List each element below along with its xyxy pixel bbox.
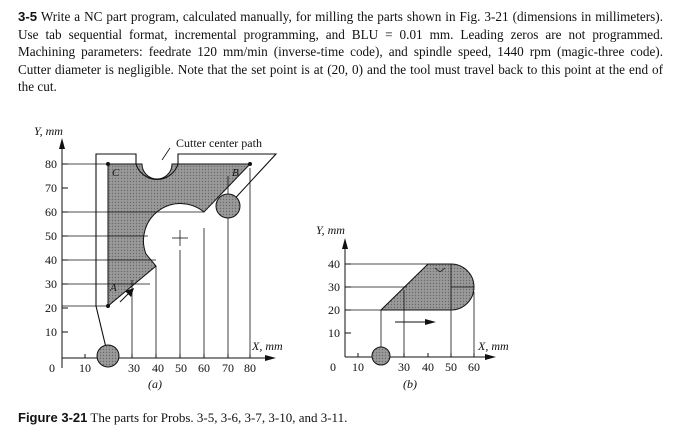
fig-b-xtick-40: 40 [422, 360, 434, 374]
fig-a-ytick-50: 50 [45, 229, 57, 243]
fig-a-y-label: Y, mm [34, 124, 63, 138]
figure-a [34, 124, 283, 391]
fig-b-y-arrow [342, 238, 348, 249]
problem-text: Write a NC part program, calculated manually, for milling the parts shown in Fig. 3-21 (dimensions in millimeters). Use tab sequential format, incremental programming, and BLU = 0.01 mm. Leading zeros are not programmed. Machining parameters: feedrate 120 mm/min (inverse-time code), and spindle speed, 1440 rpm (magic-three code). Cutter diameter is negligible. Note that the set point is at (20, 0) and the tool must travel back to this point at the end of the cut. [18, 9, 663, 95]
fig-a-y-arrow [59, 138, 65, 149]
fig-a-x-label: X, mm [252, 339, 283, 353]
fig-a-xtick-0: 0 [49, 361, 55, 375]
fig-a-sublabel: (a) [148, 377, 162, 391]
fig-a-ytick-70: 70 [45, 181, 57, 195]
fig-a-xtick-30: 30 [128, 361, 140, 375]
corner-label-c: C [112, 167, 120, 179]
fig-a-xtick-50: 50 [175, 361, 187, 375]
fig-a-ytick-60: 60 [45, 205, 57, 219]
fig-a-ytick-80: 80 [45, 157, 57, 171]
fig-a-x-arrow [265, 355, 276, 361]
caption-label: Figure 3-21 [18, 410, 88, 425]
fig-a-xtick-40: 40 [152, 361, 164, 375]
fig-b-xtick-30: 30 [398, 360, 410, 374]
fig-a-end-cutter [216, 194, 240, 218]
fig-b-sublabel: (b) [403, 377, 417, 391]
fig-a-ytick-30: 30 [45, 277, 57, 291]
fig-b-xtick-0: 0 [330, 360, 336, 374]
fig-a-xtick-80: 80 [244, 361, 256, 375]
fig-a-xtick-70: 70 [222, 361, 234, 375]
fig-a-path-label: Cutter center path [176, 136, 262, 150]
fig-a-ytick-20: 20 [45, 301, 57, 315]
fig-a-xtick-60: 60 [198, 361, 210, 375]
fig-a-xtick-10: 10 [79, 361, 91, 375]
fig-a-ytick-10: 10 [45, 325, 57, 339]
corner-label-b: B [232, 167, 239, 179]
fig-b-feed-arrow [425, 319, 436, 325]
fig-b-y-label: Y, mm [316, 223, 345, 237]
fig-b-xtick-10: 10 [352, 360, 364, 374]
fig-a-part [108, 164, 250, 306]
fig-b-start-cutter [372, 347, 390, 365]
fig-b-ytick-20: 20 [328, 303, 340, 317]
fig-b-xtick-50: 50 [445, 360, 457, 374]
fig-b-xtick-60: 60 [468, 360, 480, 374]
caption-text: The parts for Probs. 3-5, 3-6, 3-7, 3-10, and 3-11. [90, 410, 348, 425]
fig-a-path-leader [162, 148, 170, 160]
figure-caption [18, 410, 347, 426]
fig-b-x-label: X, mm [478, 339, 509, 353]
fig-b-ytick-10: 10 [328, 326, 340, 340]
fig-b-ytick-30: 30 [328, 280, 340, 294]
fig-a-start-cutter [97, 345, 119, 367]
fig-a-ytick-40: 40 [45, 253, 57, 267]
corner-label-a: A [110, 282, 117, 294]
fig-b-x-arrow [485, 354, 496, 360]
problem-number: 3-5 [18, 9, 38, 24]
fig-b-ytick-40: 40 [328, 257, 340, 271]
figure-b [316, 223, 509, 391]
